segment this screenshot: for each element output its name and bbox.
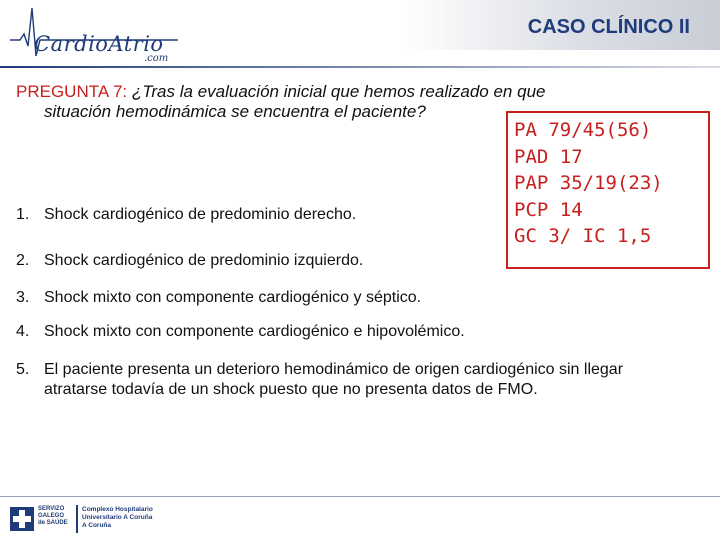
option-number: 5. — [16, 361, 30, 378]
option-2 — [16, 251, 706, 271]
sergas-line: GALEGO — [38, 513, 65, 519]
option-text: Shock cardiogénico de predominio derecho. — [44, 206, 357, 223]
value-pap: PAP 35/19(23) — [514, 172, 663, 194]
question-label: PREGUNTA 7: — [16, 82, 128, 101]
cardioatrio-logo — [8, 6, 188, 66]
logo-domain: .com — [144, 53, 169, 64]
logo-atrio: Atrio — [108, 32, 164, 56]
footer-separator — [76, 505, 78, 533]
logo-cardio: Cardio — [34, 32, 109, 56]
option-number: 4. — [16, 323, 30, 340]
hospital-line: Universitario A Coruña — [82, 514, 153, 521]
sergas-line: SERVIZO — [38, 506, 65, 512]
option-number: 3. — [16, 289, 30, 306]
option-text: El paciente presenta un deterioro hemodinámico de origen cardiogénico sin llegar atratarse todavía de un shock puesto que no presenta datos de FMO. — [44, 361, 624, 398]
sergas-wordmark — [38, 506, 72, 527]
value-pad: PAD 17 — [514, 145, 583, 168]
slide-title: CASO CLÍNICO II — [527, 16, 690, 38]
option-1 — [16, 205, 706, 225]
option-number: 1. — [16, 206, 30, 223]
question-text-line1: ¿Tras la evaluación inicial que hemos realizado en que — [131, 82, 546, 101]
hospital-line: A Coruña — [82, 522, 112, 529]
option-text: Shock cardiogénico de predominio izquierdo. — [44, 252, 364, 269]
option-number: 2. — [16, 252, 30, 269]
footer-divider — [0, 496, 720, 497]
value-pcp: PCP 14 — [514, 198, 583, 221]
hospital-wordmark — [82, 506, 202, 530]
header-divider — [0, 66, 720, 68]
option-3 — [16, 288, 706, 308]
slide-header — [0, 0, 720, 66]
sergas-line: de SAÚDE — [38, 520, 68, 526]
option-5 — [16, 360, 706, 400]
hemodynamic-values-box — [506, 111, 710, 269]
question-text-line2: situación hemodinámica se encuentra el paciente? — [44, 102, 426, 121]
value-pa: PA 79/45(56) — [514, 119, 652, 141]
footer-institution-logo — [10, 505, 210, 535]
option-text: Shock mixto con componente cardiogénico y séptico. — [44, 289, 422, 306]
value-gc-ic: GC 3/ IC 1,5 — [514, 225, 652, 247]
hospital-line: Complexo Hospitalario — [82, 506, 153, 513]
sergas-cross-icon — [10, 507, 34, 531]
option-text: Shock mixto con componente cardiogénico e hipovolémico. — [44, 323, 465, 340]
option-4 — [16, 322, 706, 342]
